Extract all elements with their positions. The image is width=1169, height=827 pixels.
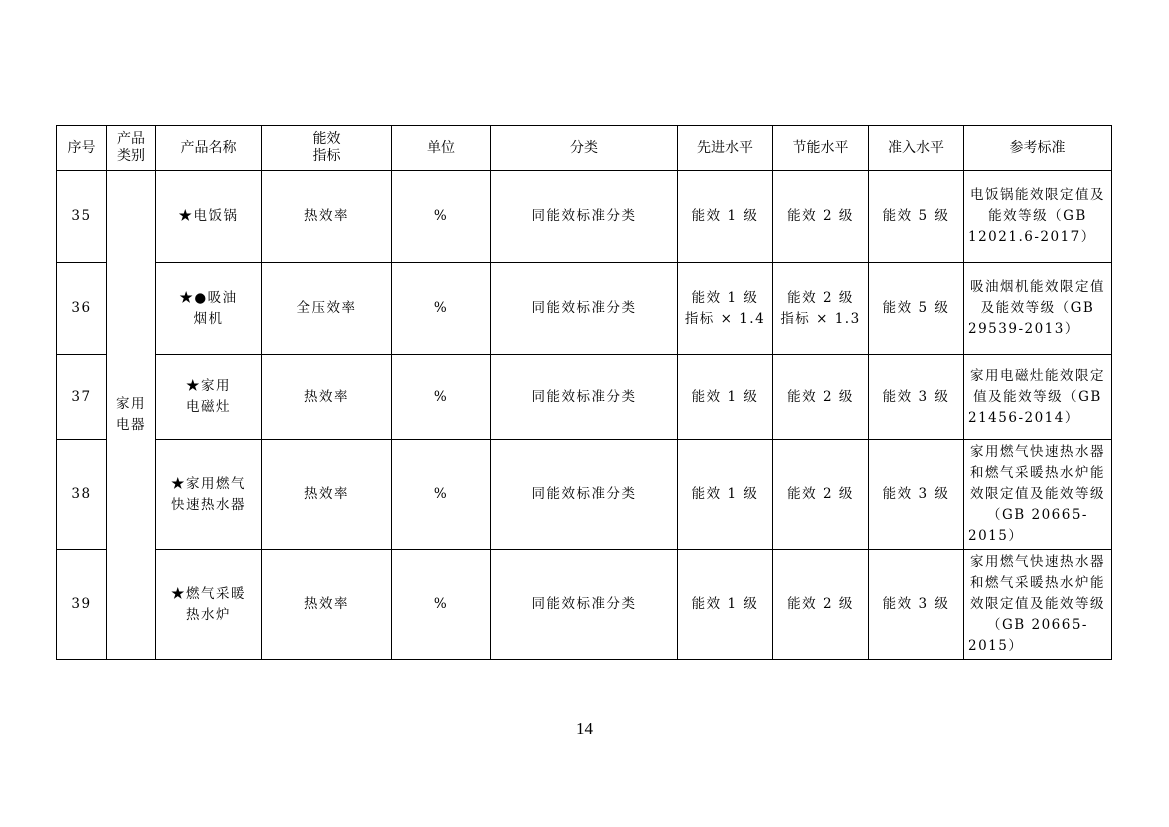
header-seq: 序号: [57, 126, 107, 171]
reference-standard: 家用燃气快速热水器和燃气采暖热水炉能效限定值及能效等级（GB 20665-2015）: [964, 550, 1112, 660]
reference-standard: 家用电磁灶能效限定值及能效等级（GB 21456-2014）: [964, 355, 1112, 440]
entry-level: 能效 3 级: [869, 355, 964, 440]
product-name: [156, 171, 262, 263]
saving-level-line1: 能效 2 级: [787, 388, 854, 405]
classification-cell: 同能效标准分类: [491, 550, 678, 660]
row-seq: 37: [57, 355, 107, 440]
classification-cell: 同能效标准分类: [491, 171, 678, 263]
product-name: [156, 440, 262, 550]
saving-level: [773, 440, 869, 550]
classification-cell: 同能效标准分类: [491, 440, 678, 550]
saving-level-line1: 能效 2 级: [787, 596, 854, 612]
efficiency-indicator: 热效率: [262, 355, 392, 440]
table-row: [57, 550, 1112, 660]
product-name: [156, 263, 262, 355]
header-entry: 准入水平: [869, 126, 964, 171]
entry-level: 能效 3 级: [869, 550, 964, 660]
advanced-level-line1: 能效 1 级: [691, 486, 759, 502]
row-seq: 35: [57, 171, 107, 263]
advanced-level-line1: 能效 1 级: [691, 289, 759, 306]
reference-standard: 电饭锅能效限定值及能效等级（GB 12021.6-2017）: [964, 171, 1112, 263]
classification-cell: 同能效标准分类: [491, 355, 678, 440]
energy-efficiency-table: [56, 125, 1112, 660]
table-row: [57, 171, 1112, 263]
header-category-line1: 产品: [117, 131, 145, 147]
unit-cell: %: [392, 263, 491, 355]
advanced-level: [678, 171, 773, 263]
unit-cell: %: [392, 355, 491, 440]
table-row: [57, 263, 1112, 355]
advanced-level: [678, 355, 773, 440]
product-name-line2: 电磁灶: [186, 399, 231, 415]
product-name: [156, 355, 262, 440]
advanced-level-line2: 指标 × 1.4: [684, 310, 766, 327]
efficiency-indicator: 热效率: [262, 440, 392, 550]
category-line1: 家用: [116, 396, 146, 412]
header-unit: 单位: [392, 126, 491, 171]
product-name-line1: ★家用: [186, 378, 231, 394]
header-name: 产品名称: [156, 126, 262, 171]
table-row: [57, 440, 1112, 550]
row-seq: 39: [57, 550, 107, 660]
unit-cell: %: [392, 550, 491, 660]
saving-level-line1: 能效 2 级: [787, 289, 854, 306]
classification-cell: 同能效标准分类: [491, 263, 678, 355]
advanced-level-line1: 能效 1 级: [691, 596, 759, 612]
page-number: 14: [576, 719, 593, 738]
header-advanced: 先进水平: [678, 126, 773, 171]
product-name-line1: ★电饭锅: [178, 208, 239, 224]
advanced-level: [678, 440, 773, 550]
table-header-row: [57, 126, 1112, 171]
product-name-line1: ★燃气采暖: [171, 585, 246, 602]
header-category: [107, 126, 156, 171]
efficiency-indicator: 全压效率: [262, 263, 392, 355]
row-seq: 38: [57, 440, 107, 550]
saving-level-line1: 能效 2 级: [787, 208, 854, 224]
saving-level: [773, 171, 869, 263]
product-name-line2: 烟机: [193, 310, 224, 327]
reference-standard: 吸油烟机能效限定值及能效等级（GB 29539-2013）: [964, 263, 1112, 355]
category-line2: 电器: [116, 417, 146, 433]
entry-level: 能效 5 级: [869, 171, 964, 263]
header-category-line2: 类别: [117, 148, 145, 164]
product-name-line2: 热水炉: [186, 606, 231, 623]
unit-cell: %: [392, 171, 491, 263]
header-reference: 参考标准: [964, 126, 1112, 171]
entry-level: 能效 5 级: [869, 263, 964, 355]
product-name-line1: ★●吸油: [179, 289, 238, 306]
advanced-level: [678, 263, 773, 355]
category-cell: [107, 171, 156, 660]
saving-level: [773, 550, 869, 660]
saving-level: [773, 263, 869, 355]
entry-level: 能效 3 级: [869, 440, 964, 550]
efficiency-indicator: 热效率: [262, 550, 392, 660]
product-name-line2: 快速热水器: [171, 496, 246, 513]
saving-level: [773, 355, 869, 440]
header-classification: 分类: [491, 126, 678, 171]
product-name: [156, 550, 262, 660]
unit-cell: %: [392, 440, 491, 550]
header-indicator-line2: 指标: [312, 148, 341, 164]
table-row: [57, 355, 1112, 440]
saving-level-line2: 指标 × 1.3: [780, 310, 861, 327]
row-seq: 36: [57, 263, 107, 355]
advanced-level-line1: 能效 1 级: [691, 208, 759, 224]
standards-table-container: [56, 125, 1112, 660]
reference-standard: 家用燃气快速热水器和燃气采暖热水炉能效限定值及能效等级（GB 20665-2015）: [964, 440, 1112, 550]
header-saving: 节能水平: [773, 126, 869, 171]
advanced-level: [678, 550, 773, 660]
product-name-line1: ★家用燃气: [171, 475, 246, 492]
header-indicator: [262, 126, 392, 171]
efficiency-indicator: 热效率: [262, 171, 392, 263]
saving-level-line1: 能效 2 级: [787, 486, 854, 502]
header-indicator-line1: 能效: [312, 131, 341, 147]
advanced-level-line1: 能效 1 级: [691, 388, 759, 405]
